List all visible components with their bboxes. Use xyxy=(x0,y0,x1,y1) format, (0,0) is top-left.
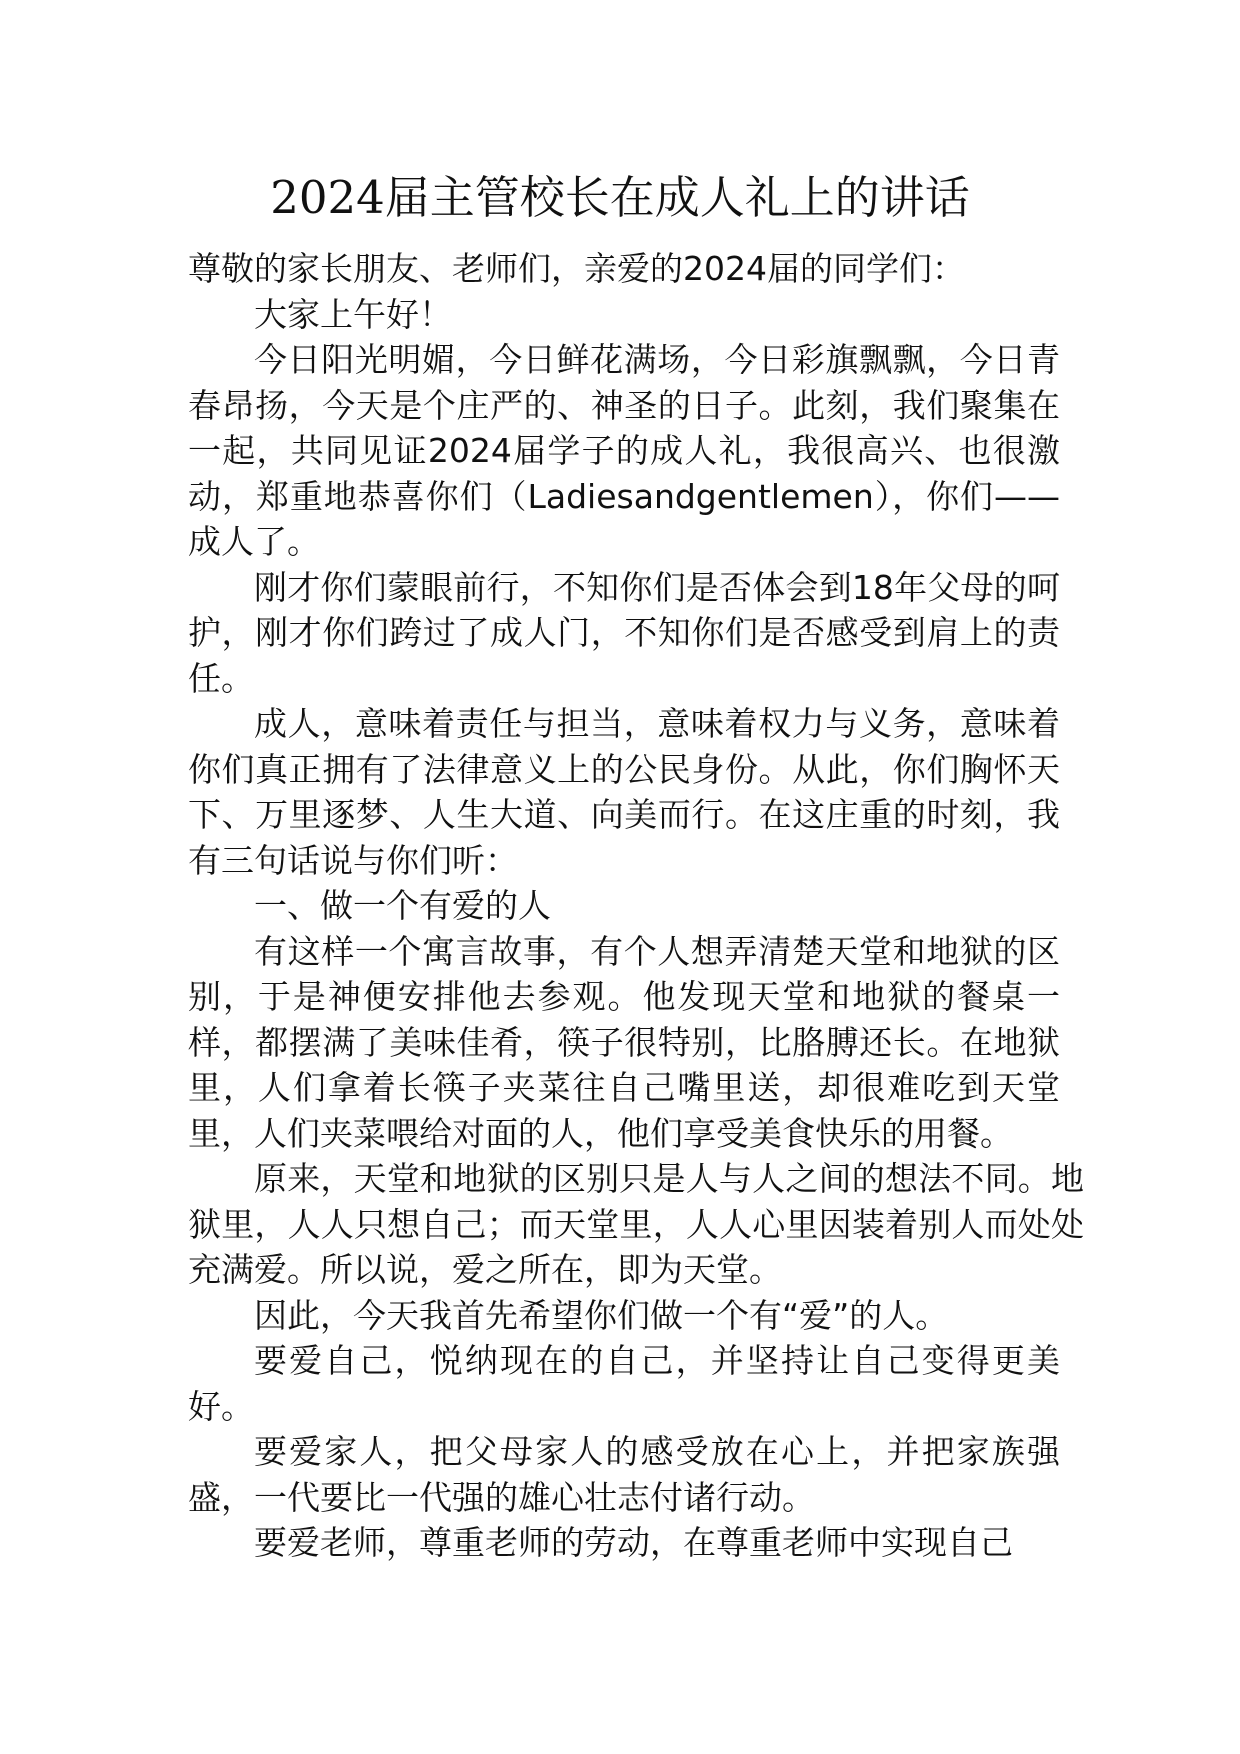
paragraph-fable: 有这样一个寓言故事，有个人想弄清楚天堂和地狱的区别，于是神便安排他去参观。他发现天堂和地狱的餐桌一样，都摆满了美味佳肴，筷子很特别，比胳膊还长。在地狱里，人们拿着长筷子夹菜往自己嘴里送，却很难吃到天堂里，人们夹菜喂给对面的人，他们享受美食快乐的用餐。 xyxy=(188,931,1060,1153)
paragraph-hope: 因此，今天我首先希望你们做一个有“爱”的人。 xyxy=(254,1295,949,1335)
section-heading-1: 一、做一个有爱的人 xyxy=(254,886,551,925)
document-title: 2024届主管校长在成人礼上的讲话 xyxy=(270,171,970,224)
paragraph-love-teachers: 要爱老师，尊重老师的劳动，在尊重老师中实现自己 xyxy=(254,1523,1013,1562)
paragraph-love-family: 要爱家人，把父母家人的感受放在心上，并把家族强盛，一代要比一代强的雄心壮志付诸行动。 xyxy=(188,1432,1060,1517)
paragraph-reflection: 刚才你们蒙眼前行，不知你们是否体会到18年父母的呵护，刚才你们跨过了成人门，不知你们是否感受到肩上的责任。 xyxy=(188,567,1060,698)
paragraph-moral: 原来，天堂和地狱的区别只是人与人之间的想法不同。地狱里，人人只想自己；而天堂里，人人心里因装着别人而处处充满爱。所以说，爱之所在，即为天堂。 xyxy=(188,1159,1084,1289)
paragraph-meaning: 成人，意味着责任与担当，意味着权力与义务，意味着你们真正拥有了法律意义上的公民身份。从此，你们胸怀天下、万里逐梦、人生大道、向美而行。在这庄重的时刻，我有三句话说与你们听： xyxy=(188,704,1060,880)
paragraph-salutation: 尊敬的家长朋友、老师们，亲爱的2024届的同学们： xyxy=(188,249,965,288)
paragraph-greeting: 大家上午好！ xyxy=(254,294,452,334)
paragraph-opening: 今日阳光明媚，今日鲜花满场，今日彩旗飘飘，今日青春昂扬，今天是个庄严的、神圣的日子。此刻，我们聚集在一起，共同见证2024届学子的成人礼，我很高兴、也很激动，郑重地恭喜你们（Ladiesandgentlemen），你们——成人了。 xyxy=(188,340,1060,561)
document-body xyxy=(188,246,1084,1566)
paragraph-love-self: 要爱自己，悦纳现在的自己，并坚持让自己变得更美好。 xyxy=(188,1341,1060,1426)
